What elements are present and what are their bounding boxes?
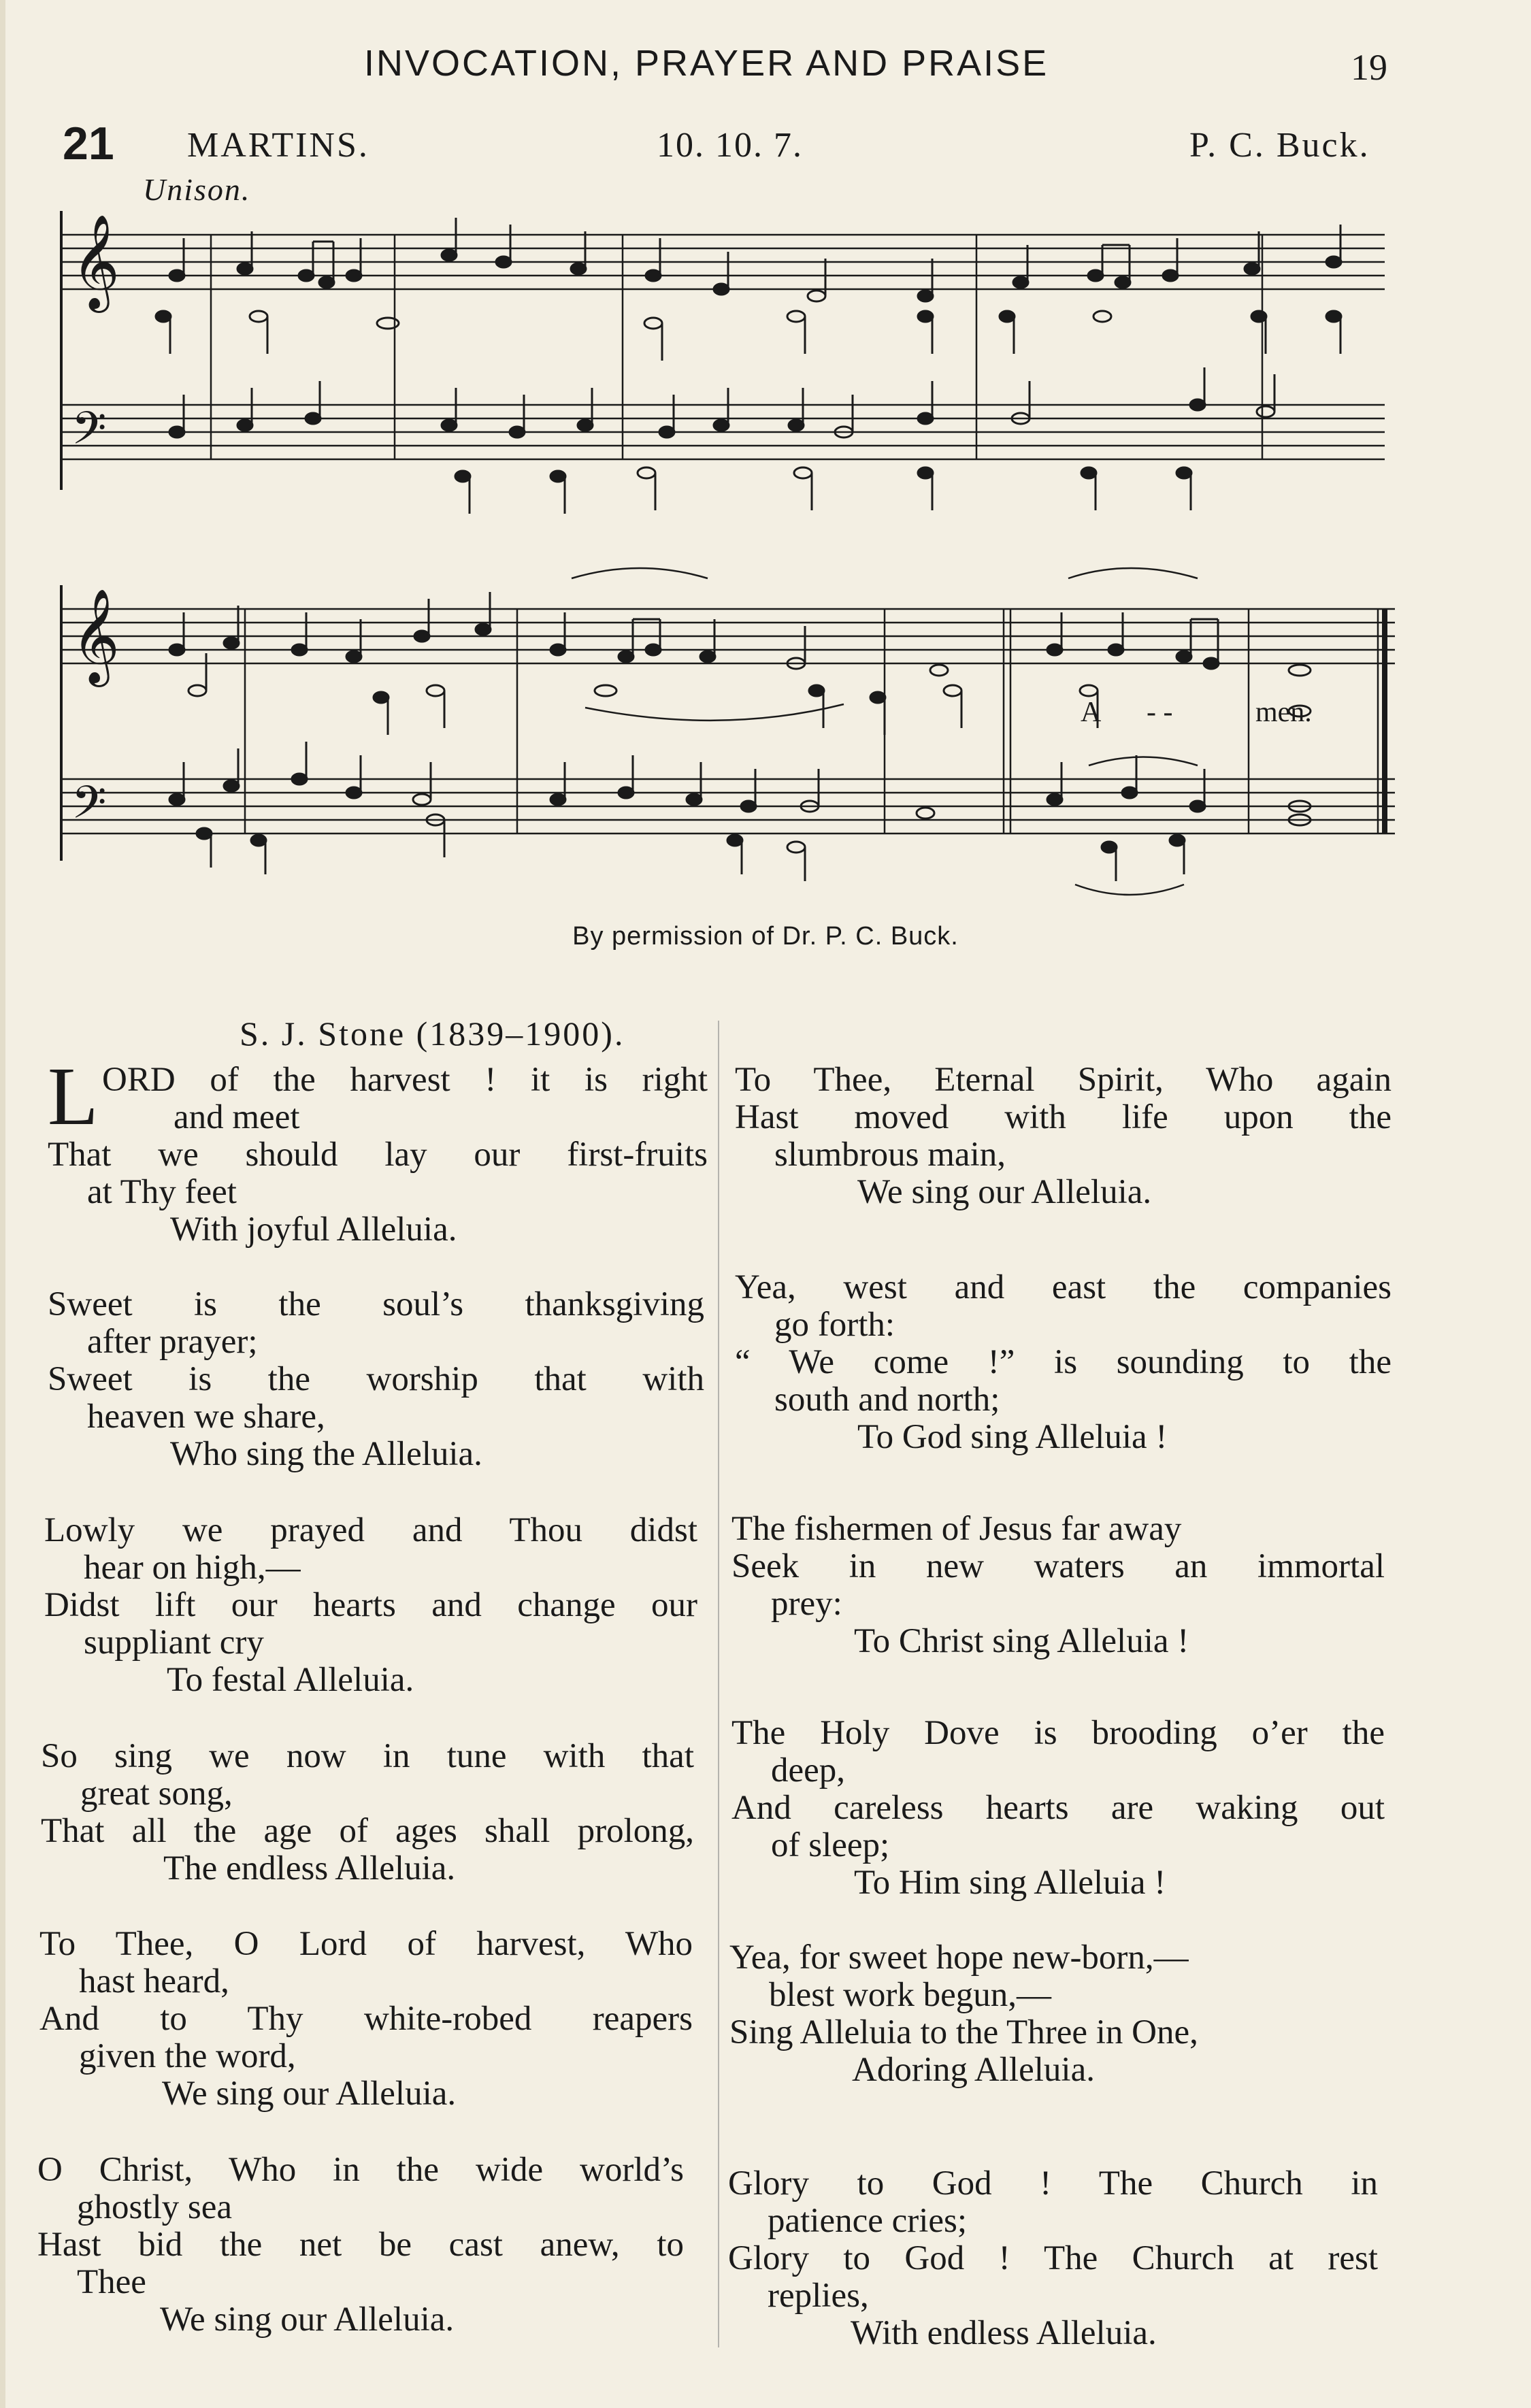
- verse-line: suppliant cry: [84, 1623, 264, 1662]
- verse-line: So sing we now in tune with that: [41, 1737, 694, 1775]
- verse-11: [729, 1939, 1383, 2089]
- verse-line: Lowly we prayed and Thou didst: [44, 1511, 697, 1549]
- hymn-author: S. J. Stone (1839–1900).: [240, 1015, 625, 1053]
- music-score: [41, 197, 1402, 898]
- amen-dash: - -: [1147, 697, 1173, 728]
- verse-refrain: We sing our Alleluia.: [162, 2075, 457, 2113]
- verse-line: south and north;: [774, 1381, 1000, 1419]
- verse-line: go forth:: [774, 1306, 895, 1344]
- verse-2: [48, 1286, 704, 1473]
- column-divider: [718, 1021, 719, 2347]
- verse-line: O Christ, Who in the wide world’s: [37, 2151, 684, 2189]
- verse-10: [731, 1715, 1385, 1902]
- verse-9: [731, 1511, 1385, 1660]
- verse-refrain: To God sing Alleluia !: [857, 1418, 1168, 1456]
- verse-12: [728, 2165, 1378, 2352]
- verse-line: patience cries;: [768, 2202, 968, 2240]
- verse-line: Hast moved with life upon the: [735, 1098, 1392, 1136]
- verse-line: at Thy feet: [87, 1173, 237, 1211]
- verse-line: and meet: [174, 1098, 300, 1136]
- verse-line: hast heard,: [79, 1962, 229, 2000]
- svg-text:𝄞: 𝄞: [71, 589, 120, 683]
- verse-line: To Thee, O Lord of harvest, Who: [39, 1925, 693, 1963]
- verse-line: Seek in new waters an immortal: [731, 1547, 1385, 1585]
- verse-line: great song,: [80, 1775, 233, 1813]
- bass-clef: 𝄢: [71, 402, 107, 465]
- verse-line: prey:: [771, 1585, 842, 1623]
- verse-line: Thee: [77, 2263, 146, 2301]
- verse-line: Yea, for sweet hope new-born,—: [729, 1939, 1189, 1977]
- verse-refrain: With endless Alleluia.: [851, 2314, 1157, 2352]
- svg-text:𝄢: 𝄢: [71, 776, 107, 840]
- verse-line: blest work begun,—: [769, 1976, 1052, 2014]
- verse-refrain: We sing our Alleluia.: [160, 2300, 455, 2339]
- hymn-number: 21: [63, 118, 114, 169]
- verse-line: That we should lay our first-fruits: [48, 1136, 708, 1174]
- running-header: [0, 42, 1531, 90]
- tune-info: [0, 117, 1531, 171]
- verse-line: ghostly sea: [77, 2188, 233, 2226]
- verse-6: [37, 2151, 684, 2339]
- verse-line: Sing Alleluia to the Three in One,: [729, 2013, 1198, 2051]
- verse-line: heaven we share,: [87, 1398, 325, 1436]
- verse-3: [44, 1512, 697, 1699]
- verse-7: [735, 1061, 1392, 1211]
- verse-line: And careless hearts are waking out: [731, 1789, 1385, 1827]
- verse-refrain: To Christ sing Alleluia !: [854, 1622, 1189, 1660]
- system-1: [61, 211, 1385, 490]
- verse-8: [735, 1269, 1392, 1456]
- tune-meter: 10. 10. 7.: [657, 126, 803, 165]
- tune-composer: P. C. Buck.: [1189, 126, 1370, 165]
- amen-a: A: [1081, 697, 1102, 728]
- verse-line: “ We come !” is sounding to the: [735, 1343, 1392, 1381]
- verse-line: Hast bid the net be cast anew, to: [37, 2226, 684, 2264]
- verse-line: And to Thy white-robed reapers: [39, 2000, 693, 2038]
- verse-refrain: Who sing the Alleluia.: [170, 1435, 482, 1473]
- verse-refrain: To festal Alleluia.: [167, 1661, 414, 1699]
- verse-line: deep,: [771, 1751, 846, 1789]
- verse-refrain: With joyful Alleluia.: [170, 1210, 457, 1249]
- tune-name: MARTINS.: [187, 126, 369, 165]
- verse-line: Yea, west and east the companies: [735, 1268, 1392, 1306]
- verse-refrain: To Him sing Alleluia !: [854, 1864, 1166, 1902]
- verse-5: [39, 1926, 693, 2113]
- verse-refrain: We sing our Alleluia.: [857, 1173, 1152, 1211]
- verse-line: Sweet is the worship that with: [48, 1360, 704, 1398]
- verse-refrain: Adoring Alleluia.: [852, 2051, 1095, 2089]
- verse-line: Sweet is the soul’s thanksgiving: [48, 1285, 704, 1323]
- verse-line: That all the age of ages shall prolong,: [41, 1812, 694, 1850]
- verse-line: The fishermen of Jesus far away: [731, 1510, 1182, 1548]
- treble-clef: 𝄞: [71, 214, 120, 309]
- verse-line: of sleep;: [771, 1826, 890, 1864]
- verse-line: ORD of the harvest ! it is right: [102, 1061, 708, 1099]
- verse-1: [48, 1051, 708, 1249]
- verse-line: The Holy Dove is brooding o’er the: [731, 1714, 1385, 1752]
- verse-line: To Thee, Eternal Spirit, Who again: [735, 1061, 1392, 1099]
- verse-line: after prayer;: [87, 1323, 258, 1361]
- amen-men: men.: [1255, 697, 1312, 728]
- page-number: 19: [1351, 47, 1387, 88]
- section-title: INVOCATION, PRAYER AND PRAISE: [364, 43, 1049, 84]
- verse-line: slumbrous main,: [774, 1136, 1006, 1174]
- verse-line: replies,: [768, 2277, 869, 2315]
- permission-note: By permission of Dr. P. C. Buck.: [572, 922, 959, 951]
- verse-line: Didst lift our hearts and change our: [44, 1586, 697, 1624]
- verse-4: [41, 1738, 694, 1887]
- drop-cap: L: [48, 1051, 99, 1142]
- performance-direction: Unison.: [143, 172, 251, 207]
- page-edge: [0, 0, 5, 2408]
- verse-line: Glory to God ! The Church in: [728, 2164, 1378, 2203]
- verse-line: given the word,: [79, 2037, 296, 2075]
- verse-line: hear on high,—: [84, 1549, 301, 1587]
- verse-line: Glory to God ! The Church at rest: [728, 2239, 1378, 2277]
- verse-refrain: The endless Alleluia.: [163, 1849, 456, 1887]
